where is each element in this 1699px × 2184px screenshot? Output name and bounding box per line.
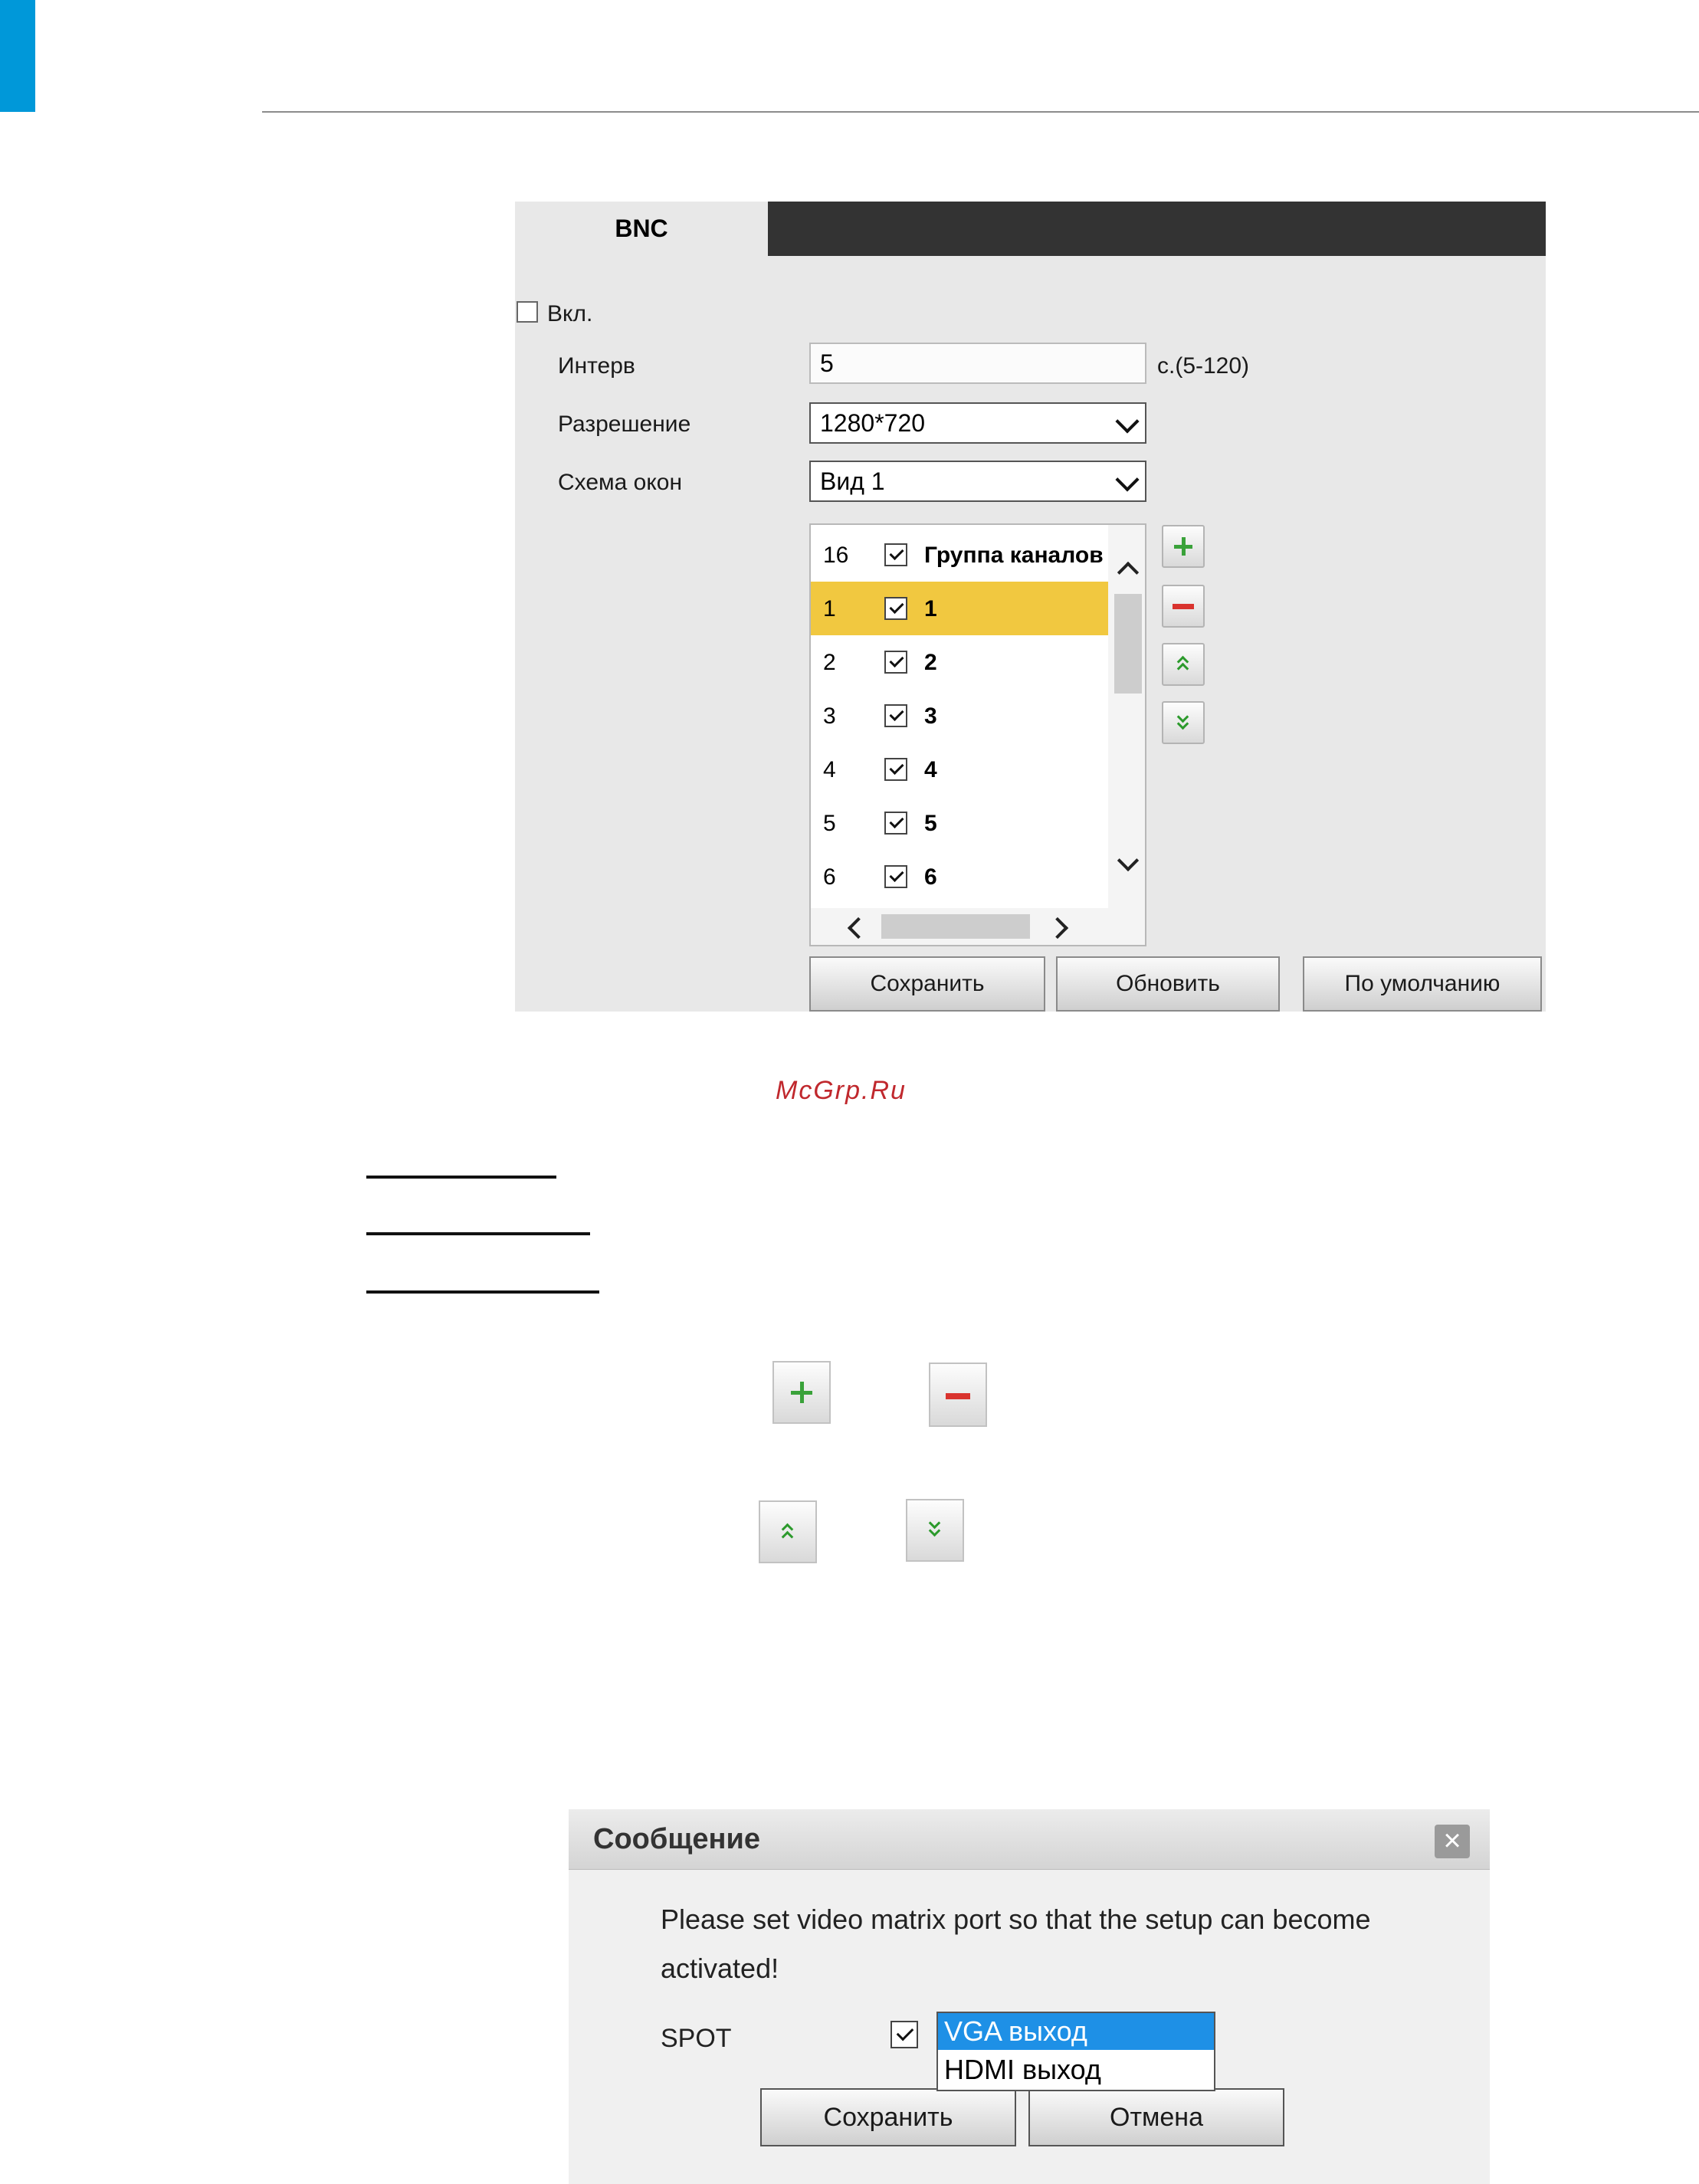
enable-label: Вкл. bbox=[547, 301, 593, 326]
scroll-up-icon[interactable] bbox=[1117, 562, 1139, 583]
horizontal-scroll-thumb[interactable] bbox=[881, 914, 1030, 939]
header-rule bbox=[262, 111, 1699, 113]
channel-group-checkbox[interactable] bbox=[884, 543, 907, 566]
channel-number: 1 bbox=[823, 596, 836, 621]
channel-name: 6 bbox=[924, 864, 937, 890]
bnc-settings-panel bbox=[515, 202, 1546, 1012]
minus-icon bbox=[946, 1393, 970, 1399]
channel-group-name: Группа каналов bbox=[924, 543, 1104, 568]
watermark: McGrp.Ru bbox=[776, 1076, 907, 1105]
add-button-sample bbox=[772, 1361, 831, 1424]
underline-2 bbox=[366, 1232, 590, 1235]
horizontal-scrollbar[interactable] bbox=[811, 908, 1145, 945]
plus-icon-stem bbox=[800, 1382, 804, 1403]
interval-unit: с.(5-120) bbox=[1157, 353, 1250, 379]
channel-checkbox[interactable] bbox=[884, 704, 907, 727]
layout-select[interactable] bbox=[809, 461, 1146, 502]
underline-3 bbox=[366, 1290, 599, 1294]
vertical-scrollbar[interactable] bbox=[1108, 525, 1145, 908]
chevron-down-icon bbox=[1115, 409, 1139, 433]
channel-number: 2 bbox=[823, 650, 836, 675]
scroll-down-icon[interactable] bbox=[1117, 850, 1139, 871]
refresh-button[interactable]: Обновить bbox=[1056, 956, 1280, 1012]
resolution-value: 1280*720 bbox=[820, 409, 926, 437]
channel-row[interactable] bbox=[811, 635, 1108, 689]
chevron-down-icon bbox=[1115, 467, 1139, 491]
resolution-select[interactable] bbox=[809, 402, 1146, 444]
message-dialog bbox=[569, 1809, 1490, 2184]
add-channel-button[interactable] bbox=[1162, 525, 1205, 568]
dropdown-option-vga[interactable]: VGA выход bbox=[938, 2013, 1214, 2050]
channel-checkbox[interactable] bbox=[884, 812, 907, 835]
dialog-header bbox=[569, 1809, 1490, 1870]
channel-name: 4 bbox=[924, 757, 937, 782]
default-button[interactable]: По умолчанию bbox=[1303, 956, 1542, 1012]
move-up-button-sample bbox=[759, 1500, 817, 1563]
channel-checkbox[interactable] bbox=[884, 758, 907, 781]
scroll-left-icon[interactable] bbox=[848, 917, 869, 939]
channel-name: 3 bbox=[924, 703, 937, 729]
channel-number: 4 bbox=[823, 757, 836, 782]
scroll-right-icon[interactable] bbox=[1047, 917, 1068, 939]
channel-number: 3 bbox=[823, 703, 836, 729]
move-up-button[interactable] bbox=[1162, 643, 1205, 686]
channel-checkbox[interactable] bbox=[884, 597, 907, 620]
layout-label: Схема окон bbox=[558, 470, 683, 495]
channel-name: 5 bbox=[924, 811, 937, 836]
move-down-button-sample bbox=[906, 1499, 964, 1562]
channel-row[interactable] bbox=[811, 689, 1108, 743]
output-dropdown[interactable] bbox=[936, 2012, 1215, 2091]
close-icon[interactable]: × bbox=[1435, 1825, 1470, 1858]
spot-checkbox[interactable] bbox=[890, 2021, 918, 2048]
remove-button-sample bbox=[929, 1363, 987, 1427]
interval-label: Интерв bbox=[558, 353, 635, 379]
channel-list[interactable] bbox=[809, 523, 1146, 946]
vertical-scroll-thumb[interactable] bbox=[1114, 594, 1142, 694]
channel-row[interactable] bbox=[811, 796, 1108, 850]
plus-icon-stem bbox=[1182, 537, 1186, 556]
interval-input[interactable]: 5 bbox=[809, 343, 1146, 384]
tab-bar bbox=[515, 202, 1546, 256]
channel-checkbox[interactable] bbox=[884, 865, 907, 888]
channel-name: 1 bbox=[924, 596, 937, 621]
dialog-save-button[interactable]: Сохранить bbox=[760, 2088, 1016, 2146]
channel-checkbox[interactable] bbox=[884, 651, 907, 674]
channel-number: 6 bbox=[823, 864, 836, 890]
dialog-title: Сообщение bbox=[593, 1823, 760, 1855]
minus-icon bbox=[1173, 604, 1194, 609]
spot-label: SPOT bbox=[661, 2024, 732, 2053]
dropdown-option-hdmi[interactable]: HDMI выход bbox=[944, 2054, 1101, 2085]
enable-checkbox[interactable] bbox=[517, 301, 538, 323]
channel-row[interactable] bbox=[811, 850, 1108, 903]
move-down-button[interactable] bbox=[1162, 701, 1205, 744]
page-accent-bar bbox=[0, 0, 35, 112]
channel-name: 2 bbox=[924, 650, 937, 675]
underline-1 bbox=[366, 1176, 556, 1179]
dialog-message: Please set video matrix port so that the setup can become activated! bbox=[661, 1904, 1371, 1984]
channel-group-row[interactable] bbox=[811, 528, 1108, 582]
tab-bnc[interactable]: BNC bbox=[515, 202, 768, 256]
dialog-cancel-button[interactable]: Отмена bbox=[1028, 2088, 1284, 2146]
save-button[interactable]: Сохранить bbox=[809, 956, 1045, 1012]
channel-number: 5 bbox=[823, 811, 836, 836]
remove-channel-button[interactable] bbox=[1162, 585, 1205, 628]
channel-number: 16 bbox=[823, 543, 849, 568]
channel-row[interactable] bbox=[811, 743, 1108, 796]
resolution-label: Разрешение bbox=[558, 412, 691, 437]
channel-row[interactable] bbox=[811, 582, 1108, 635]
layout-value: Вид 1 bbox=[820, 467, 885, 495]
